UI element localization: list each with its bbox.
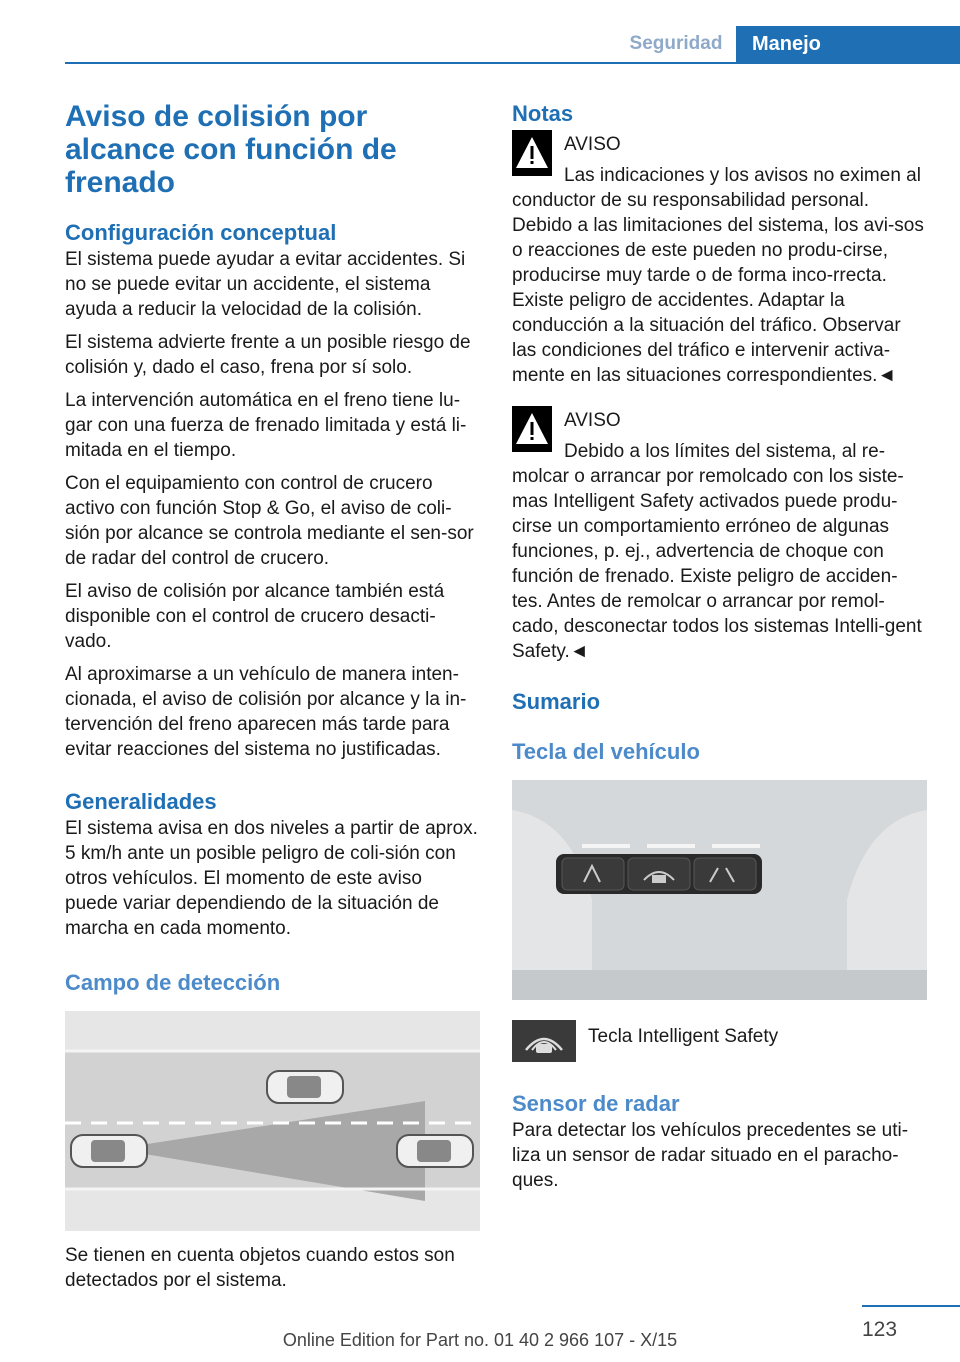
concept-paragraph: Al aproximarse a un vehículo de manera inten-cionada, el aviso de colisión por alcance y la in-tervención del freno aparecen más tarde para evitar reacciones del sistema no justificadas. (65, 664, 467, 760)
warning-triangle-icon (512, 406, 552, 452)
button-heading: Tecla del vehículo (512, 739, 700, 764)
car-icon (71, 1135, 147, 1167)
button-legend (512, 1018, 927, 1064)
warning-triangle-icon (512, 130, 552, 176)
radar-heading: Sensor de radar (512, 1091, 680, 1116)
warning-label: AVISO (564, 134, 621, 155)
warning-notice (512, 404, 927, 664)
concept-paragraph: La intervención automática en el freno tiene lu-gar con una fuerza de frenado limitada y está li-mitada en el tiempo. (65, 390, 467, 461)
left-column (65, 100, 480, 1301)
tab-manejo[interactable]: Manejo (736, 26, 960, 62)
general-heading: Generalidades (65, 789, 217, 814)
edition-footer: Online Edition for Part no. 01 40 2 966 107 - X/15 (282, 1330, 678, 1350)
vehicle-button-illustration (512, 780, 927, 1000)
page-title: Aviso de colisión por alcance con función de frenado (65, 100, 397, 199)
header-tabs (616, 26, 960, 62)
general-paragraph: El sistema avisa en dos niveles a partir de aprox. 5 km/h ante un posible peligro de coli-sión con otros vehículos. El momento de este aviso puede variar dependiendo de la situación de marcha en cada momento. (65, 818, 478, 939)
concept-paragraph: El aviso de colisión por alcance también está disponible con el control de crucero desacti-vado. (65, 581, 445, 652)
concept-heading: Configuración conceptual (65, 220, 337, 245)
page-number: 123 (862, 1318, 898, 1341)
concept-paragraph: Con el equipamiento con control de crucero activo con función Stop & Go, el aviso de coli-sión por alcance se controla mediante el sen-sor de radar del control de crucero. (65, 473, 474, 569)
detection-field-caption: Se tienen en cuenta objetos cuando estos son detectados por el sistema. (65, 1245, 455, 1291)
detection-field-illustration (65, 1011, 480, 1231)
detection-field-heading: Campo de detección (65, 970, 281, 995)
footer-divider (862, 1305, 960, 1307)
concept-paragraph: El sistema puede ayudar a evitar accidentes. Si no se puede evitar un accidente, el sistema ayuda a reducir la velocidad de la colisión. (65, 249, 466, 320)
intelligent-safety-button-icon (512, 1020, 576, 1062)
radar-paragraph: Para detectar los vehículos precedentes se uti-liza un sensor de radar situado en el paracho-ques. (512, 1120, 909, 1191)
header-divider (65, 62, 960, 64)
vehicle-button-photo (512, 780, 927, 1000)
notes-heading: Notas (512, 101, 574, 126)
summary-heading: Sumario (512, 689, 601, 714)
concept-paragraph: El sistema advierte frente a un posible riesgo de colisión y, dado el caso, frena por sí solo. (65, 332, 471, 378)
detection-field-figure (65, 1011, 480, 1231)
warning-text: Las indicaciones y los avisos no eximen al conductor de su responsabilidad personal. Debido a las limitaciones del sistema, los avi-sos o reacciones de este pueden no produ-cirse, producirse muy tarde o de forma inco-rrecta. Existe peligro de accidentes. Adaptar la conducción a la situación del tráfico. Observar las condiciones del tráfico e intervenir activa-mente en las situaciones correspondientes.◄ (512, 165, 924, 386)
right-column (512, 100, 927, 1201)
button-caption: Tecla Intelligent Safety (588, 1026, 779, 1047)
warning-text: Debido a los límites del sistema, al re-molcar o arrancar por remolcado con los siste-mas Intelligent Safety activados puede produ-cirse un comportamiento erróneo de algunas funciones, p. ej., advertencia de choque con función de frenado. Existe peligro de acciden-tes. Antes de remolcar o arrancar por remol-cado, desconectar todos los sistemas Intelli-gent Safety.◄ (512, 441, 922, 662)
car-icon (397, 1135, 473, 1167)
warning-label: AVISO (564, 410, 621, 431)
tab-seguridad[interactable]: Seguridad (629, 33, 723, 54)
car-icon (267, 1071, 343, 1103)
warning-notice (512, 128, 927, 388)
